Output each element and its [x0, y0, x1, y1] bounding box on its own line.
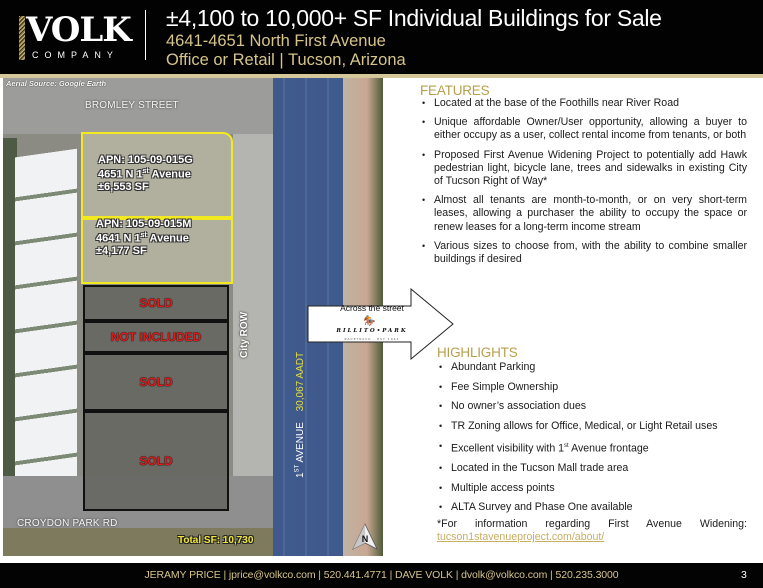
- city-row-label: City ROW: [239, 311, 250, 358]
- parcel-address-sup: st: [140, 232, 147, 239]
- parcel-size: ±6,553 SF: [98, 180, 149, 193]
- racehorse-icon: 🏇: [363, 316, 376, 327]
- svg-text:N: N: [361, 534, 369, 544]
- parcel-address-rest: Avenue: [148, 168, 191, 181]
- avenue-prefix: 1: [295, 472, 307, 478]
- across-the-street-callout: [307, 288, 455, 360]
- feature-item: • Proposed First Avenue Widening Project to potentially add Hawk pedestrian light, bicycle lane, trees and sidewalks in existing City of Tucson Right of Way*: [420, 149, 747, 189]
- highlight-text-rest: Avenue frontage: [568, 442, 649, 455]
- logo-wordmark: VOLK: [26, 10, 131, 50]
- total-sf-label: Total SF: 10,730: [178, 535, 254, 546]
- parcel-address: [96, 230, 191, 245]
- highlight-text: Excellent visibility with 1: [451, 442, 565, 455]
- status-label: SOLD: [139, 296, 173, 310]
- rillito-park-logo: RILLITO•PARK: [336, 328, 408, 334]
- header-bar: [0, 0, 763, 74]
- highlight-item: • No owner’s association dues: [437, 400, 747, 413]
- parcel-sold-3: [83, 411, 229, 511]
- widening-project-link[interactable]: tucson1stavenueproject.com/about/: [437, 531, 605, 543]
- avenue-sup: ST: [295, 464, 301, 473]
- rillito-park-tagline: RACETRACK · EST 1943: [344, 337, 400, 341]
- highlight-item: • ALTA Survey and Phase One available: [437, 501, 747, 514]
- property-use-location: Office or Retail | Tucson, Arizona: [166, 51, 406, 69]
- map-source-credit: Aerial Source: Google Earth: [6, 79, 107, 88]
- highlight-item: • TR Zoning allows for Office, Medical, or Light Retail uses: [437, 420, 747, 433]
- avenue-label: [295, 352, 306, 478]
- parcel-address-num: 4651 N 1: [98, 168, 143, 181]
- parcel-address: [98, 166, 193, 181]
- highlights-heading: HIGHLIGHTS: [437, 345, 518, 360]
- feature-item: • Almost all tenants are month-to-month, or on very short-term leases, allowing a purchaser the ability to occupy the space or renew leases for a long-term income stream: [420, 194, 747, 234]
- highlight-item: • Fee Simple Ownership: [437, 381, 747, 394]
- parcel-015g-label: [98, 154, 193, 193]
- highlight-item: • Located in the Tucson Mall trade area: [437, 462, 747, 475]
- widening-footnote: *For information regarding First Avenue Widening:: [437, 518, 747, 530]
- parcel-015m-label: [96, 218, 191, 257]
- status-label: SOLD: [139, 375, 173, 389]
- feature-item: • Located at the base of the Foothills near River Road: [420, 97, 747, 110]
- footer-bar: [0, 563, 763, 588]
- avenue-name: [295, 422, 306, 478]
- parcel-apn: APN: 105-09-015G: [98, 154, 193, 166]
- logo-subtext: COMPANY: [32, 50, 119, 60]
- north-arrow-icon: [351, 523, 379, 551]
- map-parking-row: [233, 134, 273, 476]
- highlight-item: • Abundant Parking: [437, 361, 747, 374]
- street-label-south: CROYDON PARK RD: [17, 518, 118, 529]
- parcel-sold-1: [83, 285, 229, 321]
- property-address: 4641-4651 North First Avenue: [166, 32, 386, 50]
- arrow-callout-shape-icon: [307, 288, 455, 360]
- status-label: SOLD: [139, 454, 173, 468]
- page-title: ±4,100 to 10,000+ SF Individual Buildings for Sale: [166, 5, 662, 31]
- features-list: [420, 97, 747, 272]
- parcel-not-included: [83, 321, 229, 353]
- parcel-apn: APN: 105-09-015M: [96, 218, 192, 230]
- status-label: NOT INCLUDED: [110, 330, 202, 344]
- callout-text: Across the street: [340, 303, 404, 313]
- logo-texture-mark-icon: [19, 16, 25, 60]
- feature-item: • Unique affordable Owner/User opportunity, allowing a buyer to either occupy as a user, collect rental income from tenants, or both: [420, 116, 747, 142]
- parcel-address-rest: Avenue: [146, 232, 189, 245]
- parcel-sold-2: [83, 353, 229, 411]
- feature-item: • Various sizes to choose from, with the ability to combine smaller buildings if desired: [420, 240, 747, 266]
- parcel-address-sup: st: [142, 168, 149, 175]
- page-number: 3: [741, 569, 747, 581]
- highlights-list: [437, 361, 747, 521]
- highlight-sup: st: [564, 442, 569, 449]
- traffic-count: 30,067 AADT: [295, 351, 307, 412]
- parcel-size: ±4,177 SF: [96, 244, 147, 257]
- volk-company-logo: [14, 8, 138, 64]
- highlight-item: • Multiple access points: [437, 482, 747, 495]
- contact-info: JERAMY PRICE | jprice@volkco.com | 520.441.4771 | DAVE VOLK | dvolk@volkco.com | 520.235.3000: [144, 569, 619, 581]
- street-label-north: BROMLEY STREET: [85, 100, 179, 111]
- header-divider: [145, 10, 146, 60]
- parcel-address-num: 4641 N 1: [96, 232, 141, 245]
- avenue-suffix: AVENUE: [295, 422, 307, 465]
- features-heading: FEATURES: [420, 83, 490, 98]
- highlight-item: [437, 440, 747, 456]
